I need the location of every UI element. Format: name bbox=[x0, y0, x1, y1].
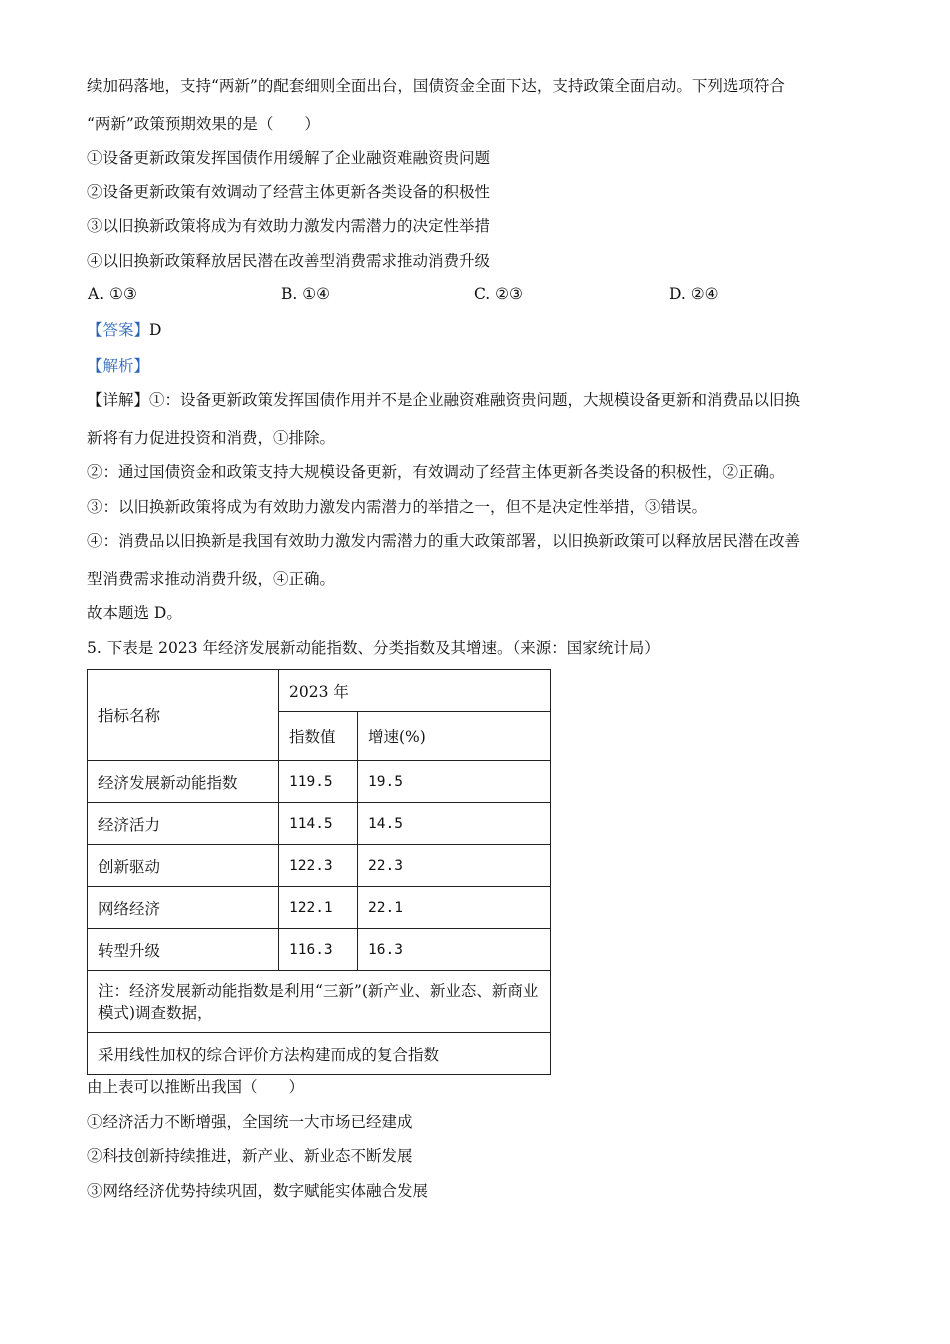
row-name: 网络经济 bbox=[88, 887, 279, 929]
table-note-1: 注：经济发展新动能指数是利用“三新”(新产业、新业态、新商业模式)调查数据， bbox=[88, 971, 551, 1033]
header-name: 指标名称 bbox=[88, 670, 279, 761]
q5-item-3: ③网络经济优势持续巩固，数字赋能实体融合发展 bbox=[87, 1182, 429, 1200]
q5-item-2: ②科技创新持续推进，新产业、新业态不断发展 bbox=[87, 1147, 413, 1165]
detail-label: 【详解】 bbox=[87, 391, 150, 409]
q4-detail-line2: 新将有力促进投资和消费，①排除。 bbox=[87, 429, 336, 447]
row-index: 122.3 bbox=[279, 845, 358, 887]
q4-option-c: C. ②③ bbox=[474, 285, 523, 303]
q4-item-1: ①设备更新政策发挥国债作用缓解了企业融资难融资贵问题 bbox=[87, 149, 491, 167]
q4-item-3: ③以旧换新政策将成为有效助力激发内需潜力的决定性举措 bbox=[87, 217, 491, 235]
row-name: 转型升级 bbox=[88, 929, 279, 971]
header-year: 2023 年 bbox=[279, 670, 551, 712]
row-name: 创新驱动 bbox=[88, 845, 279, 887]
q4-item-2: ②设备更新政策有效调动了经营主体更新各类设备的积极性 bbox=[87, 183, 491, 201]
row-index: 114.5 bbox=[279, 803, 358, 845]
q5-item-1: ①经济活力不断增强，全国统一大市场已经建成 bbox=[87, 1113, 413, 1131]
row-name: 经济发展新动能指数 bbox=[88, 761, 279, 803]
answer-label: 【答案】 bbox=[87, 321, 150, 339]
detail-text-1: ①：设备更新政策发挥国债作用并不是企业融资难融资贵问题，大规模设备更新和消费品以旧换 bbox=[149, 391, 801, 409]
q4-answer bbox=[87, 320, 161, 340]
table-note-2: 采用线性加权的综合评价方法构建而成的复合指数 bbox=[88, 1033, 551, 1075]
q4-conclusion: 故本题选 D。 bbox=[87, 604, 182, 622]
row-growth: 14.5 bbox=[358, 803, 551, 845]
q4-stem-line1: 续加码落地，支持“两新”的配套细则全面出台，国债资金全面下达，支持政策全面启动。下列选项符合 bbox=[87, 77, 785, 95]
row-index: 119.5 bbox=[279, 761, 358, 803]
row-growth: 22.3 bbox=[358, 845, 551, 887]
table-row bbox=[88, 845, 551, 887]
table-row bbox=[88, 929, 551, 971]
q4-option-d: D. ②④ bbox=[669, 285, 719, 303]
row-growth: 16.3 bbox=[358, 929, 551, 971]
q4-option-b: B. ①④ bbox=[281, 285, 331, 303]
row-index: 122.1 bbox=[279, 887, 358, 929]
q4-detail-line3: ②：通过国债资金和政策支持大规模设备更新，有效调动了经营主体更新各类设备的积极性，②正确。 bbox=[87, 463, 785, 481]
q4-detail-line6: 型消费需求推动消费升级，④正确。 bbox=[87, 570, 336, 588]
q4-detail-line4: ③：以旧换新政策将成为有效助力激发内需潜力的举措之一，但不是决定性举措，③错误。 bbox=[87, 498, 708, 516]
analysis-label: 【解析】 bbox=[87, 357, 150, 375]
q5-prompt: 由上表可以推断出我国（ ） bbox=[87, 1078, 305, 1096]
row-growth: 19.5 bbox=[358, 761, 551, 803]
table-row bbox=[88, 761, 551, 803]
header-growth: 增速(%) bbox=[358, 712, 551, 761]
row-index: 116.3 bbox=[279, 929, 358, 971]
q5-stem: 5. 下表是 2023 年经济发展新动能指数、分类指数及其增速。（来源：国家统计局） bbox=[87, 639, 660, 657]
q4-detail-line1 bbox=[87, 390, 800, 410]
header-index: 指数值 bbox=[279, 712, 358, 761]
q4-stem-line2: “两新”政策预期效果的是（ ） bbox=[87, 115, 320, 133]
index-table bbox=[87, 669, 551, 1075]
table-row bbox=[88, 803, 551, 845]
q4-option-a: A. ①③ bbox=[88, 285, 137, 303]
row-growth: 22.1 bbox=[358, 887, 551, 929]
q4-detail-line5: ④：消费品以旧换新是我国有效助力激发内需潜力的重大政策部署，以旧换新政策可以释放居民潜在改善 bbox=[87, 532, 801, 550]
table-row bbox=[88, 887, 551, 929]
q4-item-4: ④以旧换新政策释放居民潜在改善型消费需求推动消费升级 bbox=[87, 252, 491, 270]
answer-value: D bbox=[149, 321, 162, 339]
row-name: 经济活力 bbox=[88, 803, 279, 845]
